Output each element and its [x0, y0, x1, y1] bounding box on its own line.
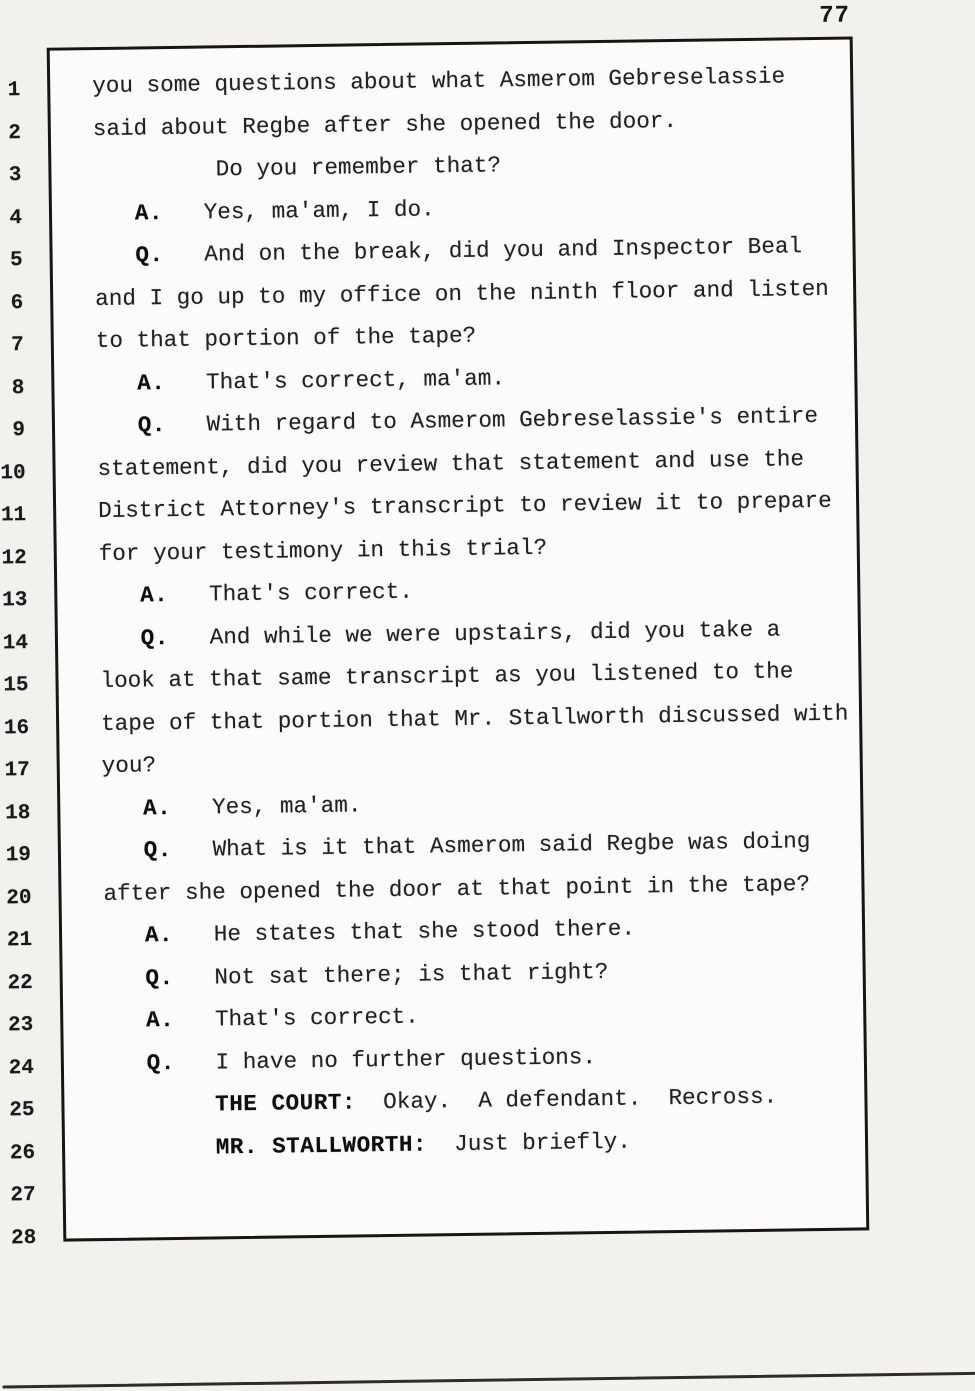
line-text: And on the break, did you and Inspector Beal — [163, 233, 803, 269]
line-number: 21 — [6, 929, 33, 953]
line-text: District Attorney's transcript to review it to prepare — [97, 487, 832, 525]
line-indent — [104, 922, 145, 949]
line-indent — [105, 965, 146, 992]
speaker-label: A. — [139, 582, 169, 609]
line-indent — [100, 625, 141, 652]
line-text: And while we were upstairs, did you take a — [168, 616, 781, 651]
line-text: With regard to Asmerom Gebreselassie's entire — [165, 402, 819, 439]
line-text — [108, 1220, 122, 1246]
line-number: 1 — [7, 79, 21, 103]
line-text: I have no further questions. — [174, 1043, 597, 1076]
line-number: 24 — [8, 1056, 35, 1080]
line-number: 2 — [8, 121, 22, 145]
line-text: you some questions about what Asmerom Gebreselassie — [92, 63, 786, 100]
line-number: 5 — [9, 249, 23, 273]
line-number: 28 — [10, 1226, 37, 1250]
page-number: 77 — [819, 2, 851, 30]
line-text: you? — [101, 752, 157, 780]
line-indent — [103, 837, 144, 864]
line-number: 9 — [12, 419, 26, 443]
speaker-label: THE COURT: — [214, 1089, 357, 1118]
speaker-label: A. — [134, 199, 164, 226]
transcript-text — [92, 55, 856, 1255]
line-indent — [99, 582, 140, 609]
speaker-label: Q. — [135, 242, 164, 269]
speaker-label: Q. — [145, 964, 174, 991]
line-number: 20 — [6, 886, 32, 910]
line-indent — [94, 200, 135, 227]
speaker-label: Q. — [137, 412, 167, 439]
line-indent — [102, 795, 143, 822]
line-text: to that portion of the tape? — [95, 322, 477, 355]
line-indent — [94, 242, 135, 269]
line-indent — [105, 1007, 146, 1034]
line-text — [107, 1178, 121, 1204]
line-number: 10 — [0, 461, 26, 485]
line-number: 6 — [10, 291, 24, 315]
speaker-label: MR. STALLWORTH: — [215, 1131, 428, 1160]
line-number: 16 — [3, 716, 30, 740]
line-number: 13 — [2, 589, 28, 613]
line-number: 23 — [7, 1013, 34, 1038]
line-text: What is it that Asmerom said Regbe was doing — [171, 828, 811, 864]
line-text: tape of that portion that Mr. Stallworth discussed with — [100, 700, 849, 737]
line-text: look at that same transcript as you listened to the — [100, 658, 794, 695]
speaker-label: Q. — [146, 1049, 176, 1076]
line-number: 4 — [9, 206, 23, 230]
line-text: Yes, ma'am. — [171, 791, 362, 821]
speaker-label: A. — [142, 794, 172, 821]
line-number: 18 — [4, 801, 31, 825]
speaker-label: A. — [136, 369, 166, 396]
line-text: and I go up to my office on the ninth floor and listen — [95, 275, 829, 312]
line-text: Not sat there; is that right? — [173, 958, 609, 991]
line-text: Just briefly. — [426, 1128, 632, 1158]
line-number: 22 — [7, 971, 33, 995]
line-number-column — [0, 70, 37, 1260]
line-indent — [97, 412, 138, 439]
line-indent — [106, 1050, 147, 1077]
line-number: 19 — [5, 844, 32, 868]
speaker-label: A. — [145, 1007, 175, 1034]
line-number: 17 — [4, 759, 30, 783]
transcript-line — [108, 1202, 856, 1255]
speaker-label: A. — [144, 922, 174, 949]
line-text: Yes, ma'am, I do. — [162, 195, 435, 226]
speaker-label: Q. — [143, 837, 173, 864]
line-text: That's correct, ma'am. — [165, 364, 506, 396]
line-number: 11 — [0, 504, 27, 528]
line-indent — [96, 370, 137, 397]
line-text: statement, did you review that statement and use the — [97, 445, 805, 482]
speaker-label: Q. — [140, 624, 170, 651]
line-text: said about Regbe after she opened the door. — [92, 107, 678, 142]
line-number: 7 — [11, 334, 25, 358]
line-text: after she opened the door at that point in the tape? — [103, 870, 811, 907]
line-number: 12 — [1, 546, 27, 570]
line-indent — [106, 1091, 215, 1119]
line-text: He states that she stood there. — [172, 915, 636, 949]
line-text: Do you remember that? — [93, 152, 502, 185]
line-text: Okay. A defendant. Recross. — [355, 1083, 778, 1116]
line-number: 15 — [3, 674, 29, 698]
scan-edge-line — [2, 1372, 975, 1389]
line-number: 25 — [9, 1098, 35, 1123]
line-text: That's correct. — [168, 578, 414, 609]
transcript-box — [47, 36, 870, 1241]
line-number: 14 — [2, 631, 29, 655]
line-text: That's correct. — [174, 1003, 419, 1034]
line-number: 27 — [10, 1183, 36, 1208]
line-number: 8 — [11, 376, 25, 400]
line-number: 3 — [8, 164, 22, 188]
line-indent — [107, 1134, 216, 1162]
line-number: 26 — [9, 1141, 36, 1165]
line-text: for your testimony in this trial? — [98, 534, 548, 567]
